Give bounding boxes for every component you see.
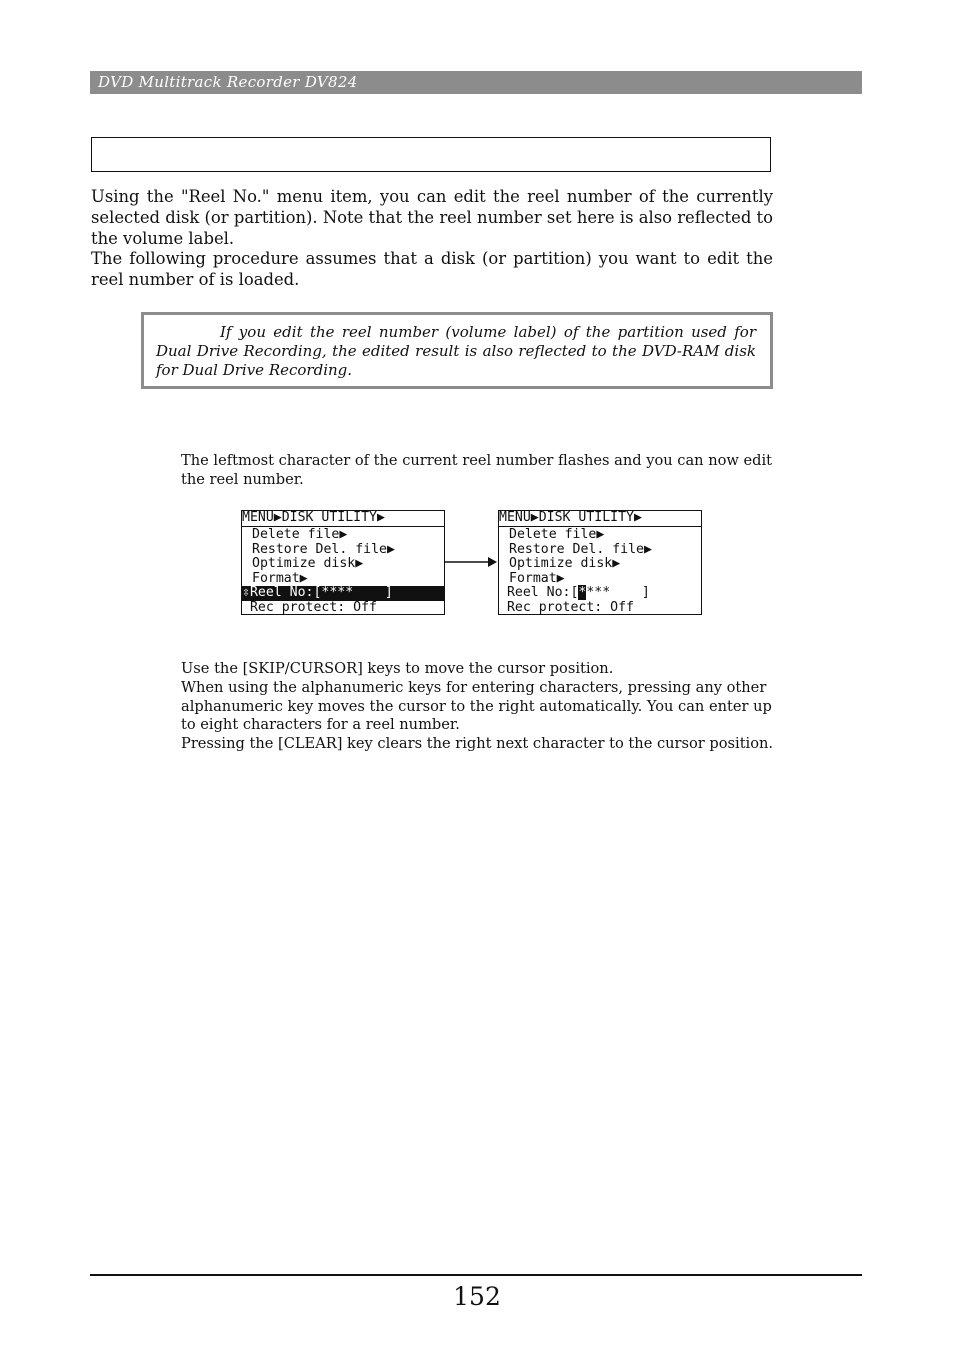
lcd-item-optimize-disk: Optimize disk▶ <box>509 556 621 571</box>
intro-text <box>91 187 773 291</box>
lcd-item-delete-file: Delete file▶ <box>252 527 348 542</box>
page-number: 152 <box>453 1282 501 1311</box>
lcd-item-rec-protect: Rec protect: Off <box>242 599 377 615</box>
step2-description <box>181 660 775 754</box>
running-header-title: DVD Multitrack Recorder DV824 <box>98 73 358 91</box>
note-box <box>141 312 773 389</box>
lcd-title: MENU▶DISK UTILITY▶ <box>499 511 701 527</box>
transition-arrow-icon <box>444 555 498 569</box>
note-text: If you edit the reel number (volume label) of the partition used for Dual Drive Recording, the edited result is also reflected to the DVD-RAM disk for Dual Drive Recording. <box>156 323 756 379</box>
lcd-item-optimize-disk: Optimize disk▶ <box>252 556 364 571</box>
step1-text: The leftmost character of the current reel number flashes and you can now edit the reel number. <box>181 452 773 488</box>
running-header <box>90 71 862 94</box>
intro-paragraph-1: Using the "Reel No." menu item, you can edit the reel number of the currently selected disk (or partition). Note that the reel number set here is also reflected to the volume label. <box>91 187 773 248</box>
step2-line-3: Pressing the [CLEAR] key clears the right next character to the cursor position. <box>181 735 774 753</box>
lcd-item-reel-no-editing <box>499 586 701 601</box>
intro-paragraph-2: The following procedure assumes that a disk (or partition) you want to edit the reel number of is loaded. <box>91 249 773 290</box>
lcd-item-restore-del-file: Restore Del. file▶ <box>252 541 395 557</box>
lcd-screen-after <box>498 510 702 615</box>
lcd-item-restore-del-file: Restore Del. file▶ <box>509 541 652 557</box>
lcd-title: MENU▶DISK UTILITY▶ <box>242 511 444 527</box>
step2-line-2: When using the alphanumeric keys for entering characters, pressing any other alphanumeric key moves the cursor to the right automatically. You can enter up to eight characters for a reel number. <box>181 678 772 734</box>
lcd-item-format: Format▶ <box>509 570 565 586</box>
step2-line-1: Use the [SKIP/CURSOR] keys to move the cursor position. <box>181 660 614 677</box>
lcd-screen-before <box>241 510 445 615</box>
lcd-item-rec-protect: Rec protect: Off <box>499 599 634 615</box>
section-title-box <box>91 137 771 172</box>
lcd-item-reel-no-selected: ⇳Reel No:[**** ] <box>242 586 444 601</box>
lcd-item-delete-file: Delete file▶ <box>509 527 605 542</box>
reel-no-suffix: *** ] <box>586 585 650 600</box>
step1-description <box>181 452 775 490</box>
reel-no-prefix: Reel No:[ <box>499 585 579 600</box>
reel-no-cursor: * <box>578 585 587 600</box>
lcd-item-format: Format▶ <box>252 570 308 586</box>
footer-rule <box>90 1274 862 1276</box>
